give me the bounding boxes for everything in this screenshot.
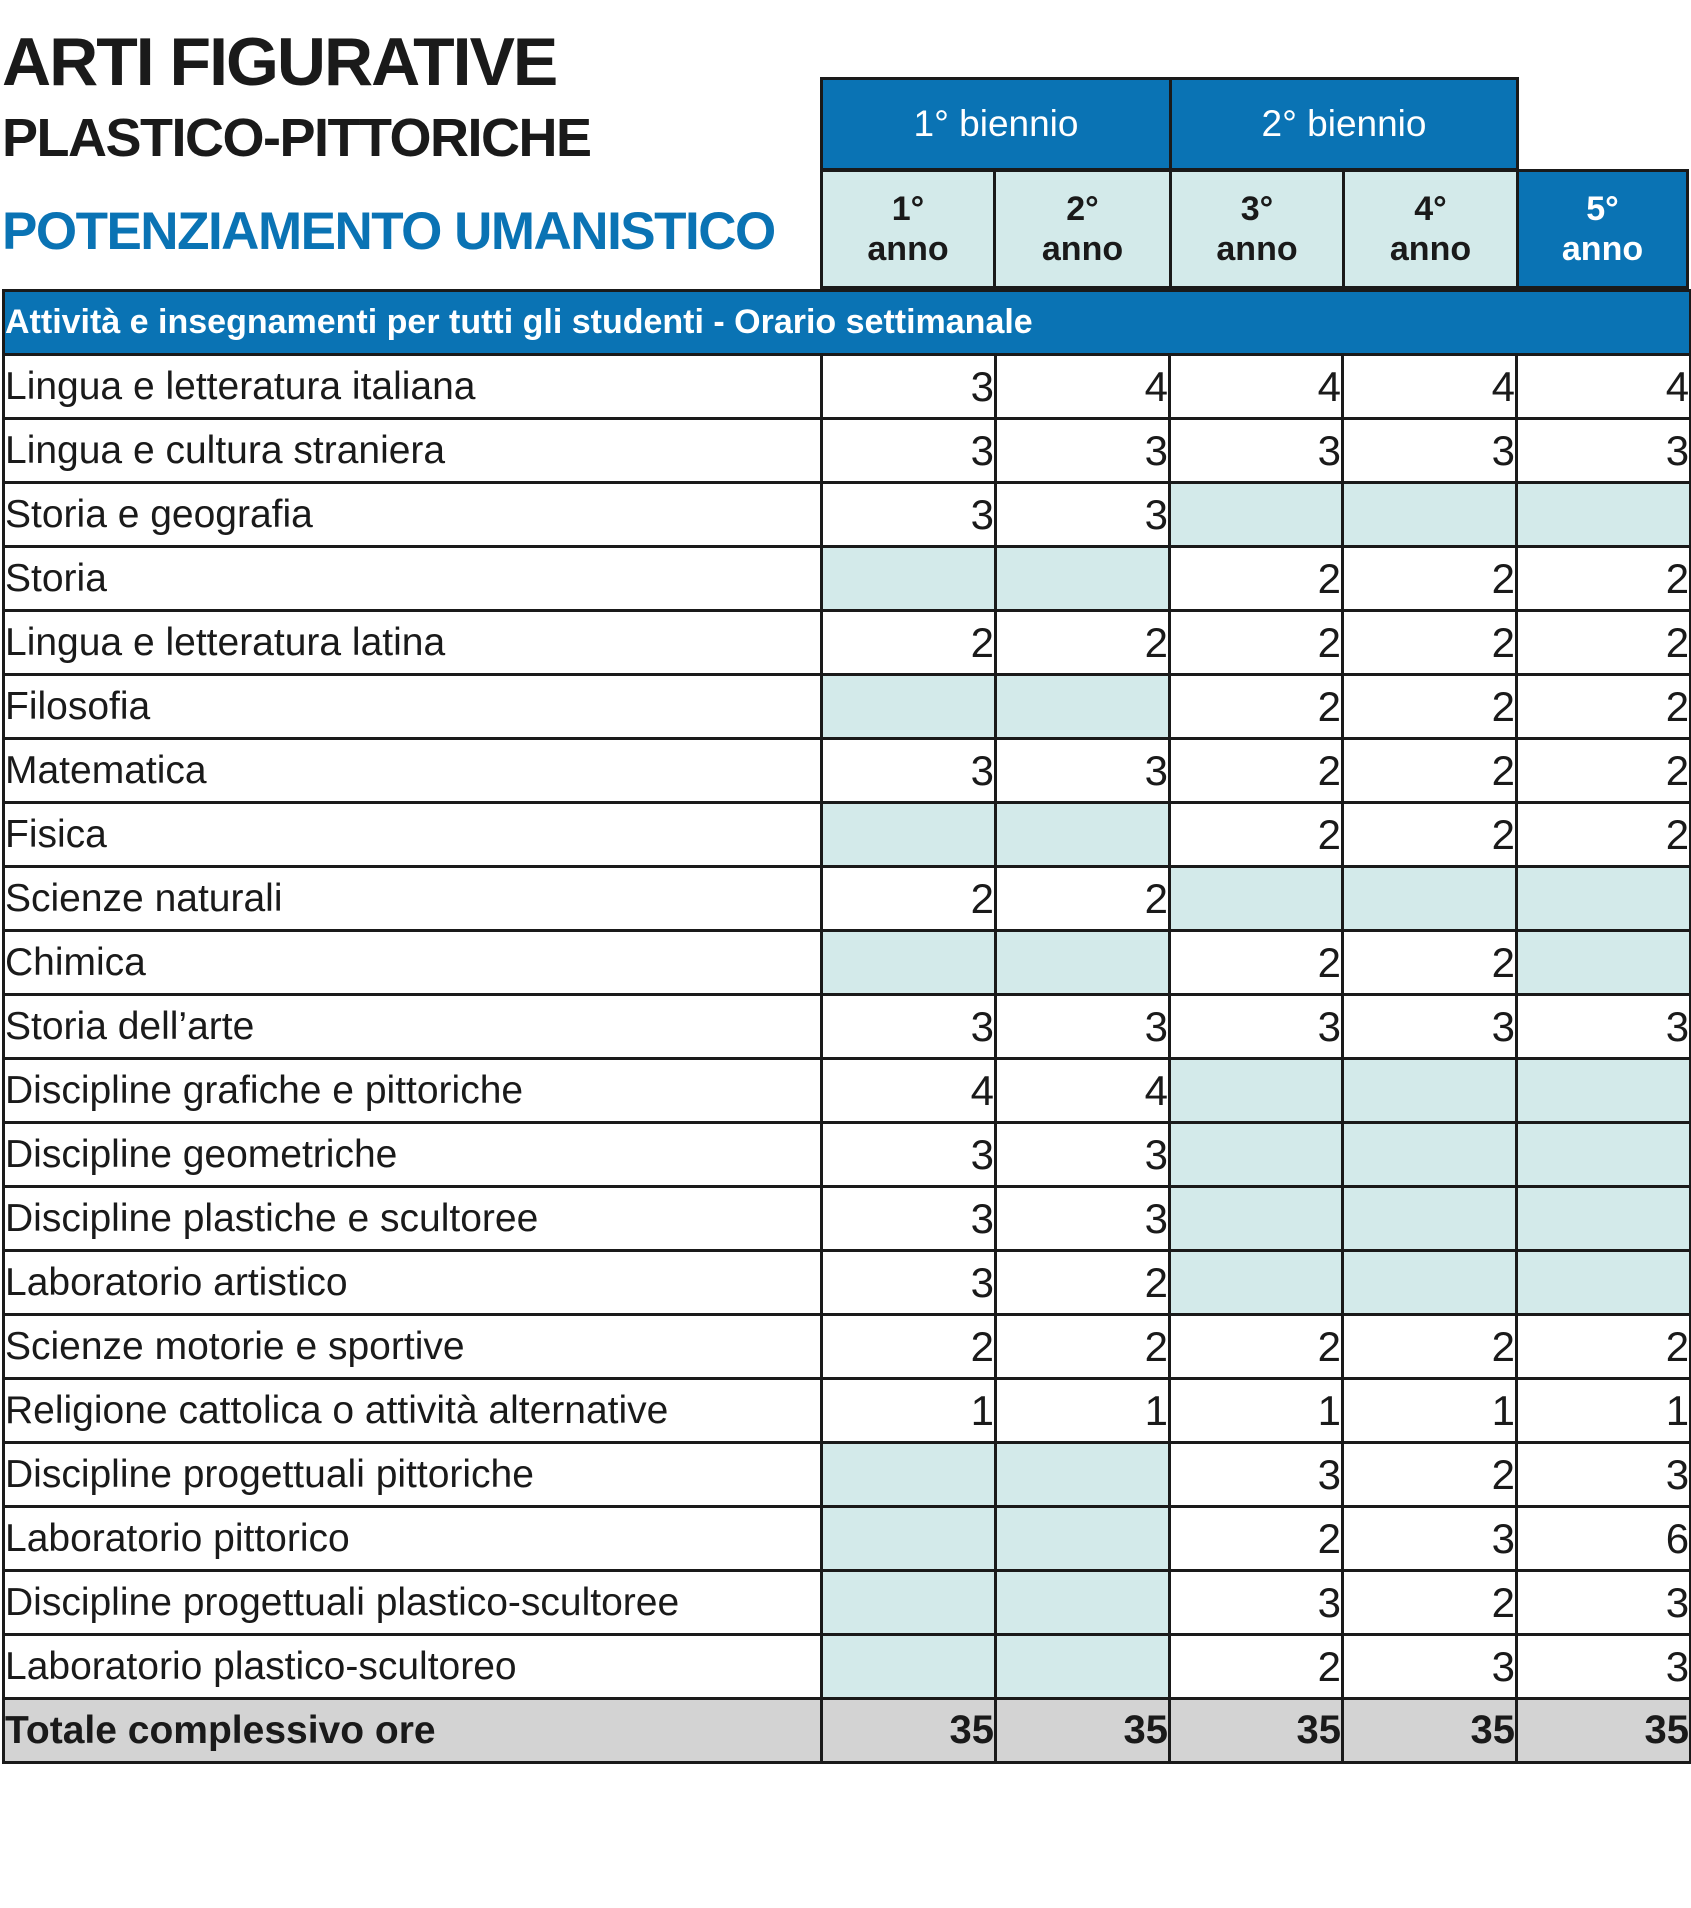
subject-name: Laboratorio artistico [4, 1251, 822, 1315]
hours-cell: 4 [1170, 355, 1343, 419]
hours-cell: 2 [1343, 739, 1517, 803]
hours-cell: 2 [822, 867, 996, 931]
empty-cell [1517, 867, 1691, 931]
table-row [4, 1315, 1691, 1379]
subject-name: Discipline progettuali plastico-scultoree [4, 1571, 822, 1635]
hours-cell: 2 [1517, 739, 1691, 803]
hours-cell: 3 [1517, 1635, 1691, 1699]
hours-cell: 3 [1343, 995, 1517, 1059]
table-row [4, 355, 1691, 419]
total-hours-cell: 35 [996, 1699, 1170, 1763]
empty-cell [996, 547, 1170, 611]
hours-cell: 3 [822, 355, 996, 419]
hours-cell: 2 [822, 611, 996, 675]
empty-cell [822, 803, 996, 867]
empty-cell [996, 1443, 1170, 1507]
hours-cell: 2 [822, 1315, 996, 1379]
hours-cell: 4 [996, 1059, 1170, 1123]
empty-cell [1170, 1187, 1343, 1251]
empty-cell [822, 675, 996, 739]
hours-cell: 2 [1343, 611, 1517, 675]
subject-name: Storia [4, 547, 822, 611]
table-row [4, 1379, 1691, 1443]
hours-cell: 3 [822, 1251, 996, 1315]
total-hours-cell: 35 [1170, 1699, 1343, 1763]
total-row [4, 1699, 1691, 1763]
subject-name: Lingua e letteratura italiana [4, 355, 822, 419]
subject-name: Scienze naturali [4, 867, 822, 931]
hours-cell: 2 [1517, 1315, 1691, 1379]
empty-cell [1517, 1059, 1691, 1123]
year-header-ordinal: 1° [891, 190, 925, 228]
hours-cell: 2 [1517, 675, 1691, 739]
hours-cell: 3 [996, 739, 1170, 803]
hours-cell: 3 [1343, 419, 1517, 483]
empty-cell [1343, 483, 1517, 547]
table-row [4, 611, 1691, 675]
hours-cell: 2 [996, 867, 1170, 931]
hours-cell: 2 [1343, 931, 1517, 995]
empty-cell [1517, 483, 1691, 547]
hours-cell: 1 [1517, 1379, 1691, 1443]
subject-name: Laboratorio pittorico [4, 1507, 822, 1571]
subject-name: Storia dell’arte [4, 995, 822, 1059]
hours-cell: 3 [1170, 995, 1343, 1059]
section-header-row [4, 291, 1691, 355]
empty-cell [1343, 1123, 1517, 1187]
hours-cell: 3 [996, 419, 1170, 483]
table-row [4, 1187, 1691, 1251]
year-header-word: anno [1389, 230, 1472, 268]
hours-cell: 2 [1517, 611, 1691, 675]
hours-cell: 3 [1343, 1635, 1517, 1699]
subject-name: Discipline progettuali pittoriche [4, 1443, 822, 1507]
hours-cell: 2 [1170, 1315, 1343, 1379]
table-row [4, 1251, 1691, 1315]
subject-name: Lingua e letteratura latina [4, 611, 822, 675]
table-row [4, 419, 1691, 483]
hours-cell: 2 [1517, 547, 1691, 611]
empty-cell [1517, 1187, 1691, 1251]
hours-cell: 2 [1170, 931, 1343, 995]
hours-cell: 4 [1517, 355, 1691, 419]
hours-cell: 3 [1343, 1507, 1517, 1571]
subject-name: Fisica [4, 803, 822, 867]
hours-cell: 3 [1517, 995, 1691, 1059]
subject-name: Discipline plastiche e scultoree [4, 1187, 822, 1251]
year-header-4 [1342, 169, 1519, 289]
empty-cell [1170, 1123, 1343, 1187]
group-header-second-biennium: 2° biennio [1169, 77, 1519, 171]
title-main: ARTI FIGURATIVE [2, 24, 557, 100]
empty-cell [996, 803, 1170, 867]
table-row [4, 1443, 1691, 1507]
hours-cell: 3 [822, 739, 996, 803]
empty-cell [1517, 1123, 1691, 1187]
empty-cell [822, 547, 996, 611]
subject-name: Discipline geometriche [4, 1123, 822, 1187]
year-header-3 [1169, 169, 1345, 289]
column-header [820, 77, 1691, 289]
hours-cell: 2 [1170, 611, 1343, 675]
table-row [4, 931, 1691, 995]
subject-name: Storia e geografia [4, 483, 822, 547]
hours-cell: 2 [1170, 675, 1343, 739]
group-header-first-biennium: 1° biennio [820, 77, 1172, 171]
hours-cell: 2 [1343, 1315, 1517, 1379]
table-row [4, 739, 1691, 803]
empty-cell [996, 1571, 1170, 1635]
hours-cell: 2 [1170, 739, 1343, 803]
total-hours-cell: 35 [1343, 1699, 1517, 1763]
table-row [4, 803, 1691, 867]
hours-cell: 3 [822, 1123, 996, 1187]
empty-cell [1343, 1059, 1517, 1123]
hours-cell: 1 [822, 1379, 996, 1443]
empty-cell [996, 1635, 1170, 1699]
hours-cell: 2 [1170, 1507, 1343, 1571]
hours-cell: 2 [1343, 675, 1517, 739]
total-hours-cell: 35 [822, 1699, 996, 1763]
hours-cell: 1 [1170, 1379, 1343, 1443]
hours-cell: 2 [1343, 803, 1517, 867]
subject-name: Scienze motorie e sportive [4, 1315, 822, 1379]
hours-cell: 1 [1343, 1379, 1517, 1443]
table-row [4, 1571, 1691, 1635]
empty-cell [1343, 1187, 1517, 1251]
hours-cell: 3 [1170, 1571, 1343, 1635]
hours-cell: 4 [822, 1059, 996, 1123]
table-row [4, 675, 1691, 739]
empty-cell [996, 931, 1170, 995]
section-title: Attività e insegnamenti per tutti gli studenti - Orario settimanale [4, 291, 1691, 355]
table-row [4, 1635, 1691, 1699]
hours-cell: 2 [1170, 1635, 1343, 1699]
title-track: POTENZIAMENTO UMANISTICO [2, 202, 775, 261]
empty-cell [822, 1507, 996, 1571]
empty-cell [1343, 1251, 1517, 1315]
empty-cell [1517, 1251, 1691, 1315]
hours-cell: 1 [996, 1379, 1170, 1443]
empty-cell [1170, 483, 1343, 547]
subject-name: Laboratorio plastico-scultoreo [4, 1635, 822, 1699]
year-header-word: anno [1041, 230, 1124, 268]
hours-cell: 2 [1170, 803, 1343, 867]
empty-cell [1170, 1251, 1343, 1315]
empty-cell [822, 1443, 996, 1507]
hours-cell: 2 [1517, 803, 1691, 867]
subject-name: Matematica [4, 739, 822, 803]
total-hours-cell: 35 [1517, 1699, 1691, 1763]
year-header-5 [1516, 169, 1689, 289]
table-row [4, 483, 1691, 547]
hours-cell: 3 [822, 1187, 996, 1251]
table-row [4, 547, 1691, 611]
year-header-1 [820, 169, 996, 289]
hours-cell: 3 [1517, 419, 1691, 483]
hours-cell: 3 [996, 1187, 1170, 1251]
year-header-word: anno [1216, 230, 1298, 268]
hours-cell: 6 [1517, 1507, 1691, 1571]
year-header-word: anno [867, 230, 949, 268]
hours-cell: 3 [1170, 419, 1343, 483]
hours-cell: 3 [1517, 1443, 1691, 1507]
hours-cell: 3 [996, 995, 1170, 1059]
hours-cell: 3 [1517, 1571, 1691, 1635]
subject-name: Chimica [4, 931, 822, 995]
hours-cell: 4 [1343, 355, 1517, 419]
subject-name: Lingua e cultura straniera [4, 419, 822, 483]
year-header-ordinal: 3° [1240, 190, 1274, 228]
hours-cell: 3 [996, 1123, 1170, 1187]
year-header-ordinal: 5° [1586, 190, 1619, 228]
year-header-ordinal: 2° [1066, 190, 1099, 228]
empty-cell [1517, 931, 1691, 995]
empty-cell [822, 931, 996, 995]
empty-cell [822, 1635, 996, 1699]
year-header-ordinal: 4° [1414, 190, 1447, 228]
empty-cell [1170, 1059, 1343, 1123]
hours-cell: 3 [822, 995, 996, 1059]
empty-cell [996, 675, 1170, 739]
empty-cell [1170, 867, 1343, 931]
subject-name: Discipline grafiche e pittoriche [4, 1059, 822, 1123]
title-sub: PLASTICO-PITTORICHE [2, 108, 591, 168]
hours-cell: 2 [1343, 1571, 1517, 1635]
hours-cell: 2 [1170, 547, 1343, 611]
hours-cell: 2 [996, 611, 1170, 675]
subject-name: Religione cattolica o attività alternative [4, 1379, 822, 1443]
schedule-table [2, 289, 1691, 1764]
empty-cell [822, 1571, 996, 1635]
empty-cell [1343, 867, 1517, 931]
table-row [4, 995, 1691, 1059]
hours-cell: 2 [996, 1315, 1170, 1379]
hours-cell: 3 [1170, 1443, 1343, 1507]
hours-cell: 3 [822, 419, 996, 483]
table-row [4, 1507, 1691, 1571]
hours-cell: 2 [996, 1251, 1170, 1315]
subject-name: Filosofia [4, 675, 822, 739]
hours-cell: 4 [996, 355, 1170, 419]
hours-cell: 2 [1343, 547, 1517, 611]
hours-cell: 2 [1343, 1443, 1517, 1507]
table-row [4, 867, 1691, 931]
total-label: Totale complessivo ore [4, 1699, 822, 1763]
year-header-2 [993, 169, 1172, 289]
hours-cell: 3 [822, 483, 996, 547]
empty-cell [996, 1507, 1170, 1571]
hours-cell: 3 [996, 483, 1170, 547]
table-row [4, 1123, 1691, 1187]
table-row [4, 1059, 1691, 1123]
year-header-word: anno [1561, 230, 1644, 268]
